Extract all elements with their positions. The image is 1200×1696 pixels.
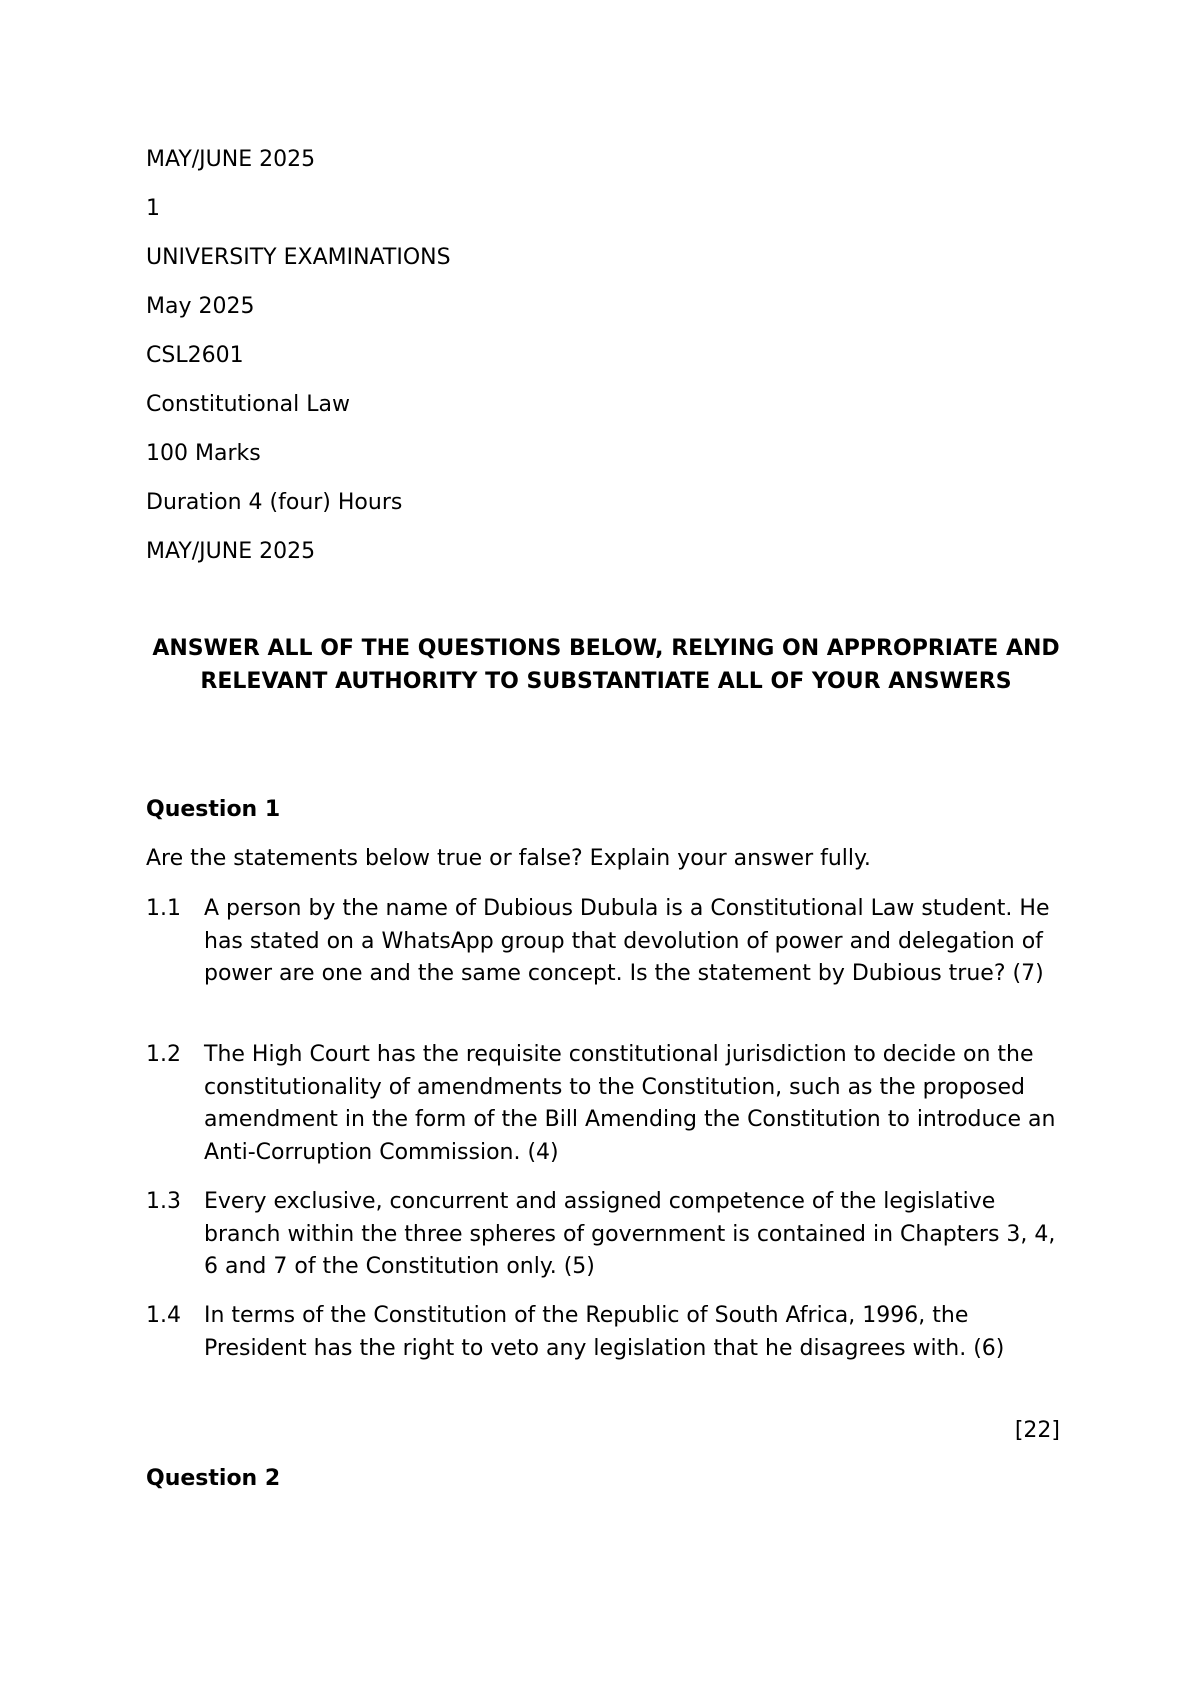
question-1-intro: Are the statements below true or false? Explain your answer fully. (146, 846, 871, 871)
item-number: 1.1 (146, 896, 181, 921)
item-number: 1.3 (146, 1189, 181, 1214)
item-text: Every exclusive, concurrent and assigned competence of the legislative branch within the three spheres of government is contained in Chapters 3, 4, 6 and 7 of the Constitution only. (5) (204, 1189, 1056, 1279)
item-text: In terms of the Constitution of the Republic of South Africa, 1996, the President has the right to veto any legislation that he disagrees with. (6) (204, 1303, 1005, 1361)
footer-date: MAY/JUNE 2025 (146, 539, 316, 564)
module-code: CSL2601 (146, 343, 244, 368)
item-text: A person by the name of Dubious Dubula is a Constitutional Law student. He has stated on a WhatsApp group that devolution of power and delegation of power are one and the same concept. Is the statement by Dubious true? (7) (204, 896, 1050, 986)
module-name: Constitutional Law (146, 392, 350, 417)
institution-line: UNIVERSITY EXAMINATIONS (146, 245, 451, 270)
question-2-heading: Question 2 (146, 1466, 281, 1491)
item-text: The High Court has the requisite constitutional jurisdiction to decide on the constitutionality of amendments to the Constitution, such as the proposed amendment in the form of the Bill Amending the Constitution to introduce an Anti-Corruption Commission. (4) (204, 1042, 1056, 1165)
exam-month: May 2025 (146, 294, 255, 319)
total-marks: 100 Marks (146, 441, 261, 466)
question-item-1-1 (146, 893, 1066, 991)
question-item-1-2 (146, 1039, 1066, 1169)
question-1-total: [22] (1014, 1418, 1060, 1443)
exam-instructions: ANSWER ALL OF THE QUESTIONS BELOW, RELYING ON APPROPRIATE AND RELEVANT AUTHORITY TO SUBSTANTIATE ALL OF YOUR ANSWERS (152, 636, 1060, 694)
question-item-1-4 (146, 1300, 1066, 1365)
item-number: 1.4 (146, 1303, 181, 1328)
page-number: 1 (146, 196, 160, 221)
exam-duration: Duration 4 (four) Hours (146, 490, 403, 515)
item-number: 1.2 (146, 1042, 181, 1067)
question-item-1-3 (146, 1186, 1066, 1284)
header-date: MAY/JUNE 2025 (146, 147, 316, 172)
question-1-heading: Question 1 (146, 797, 281, 822)
